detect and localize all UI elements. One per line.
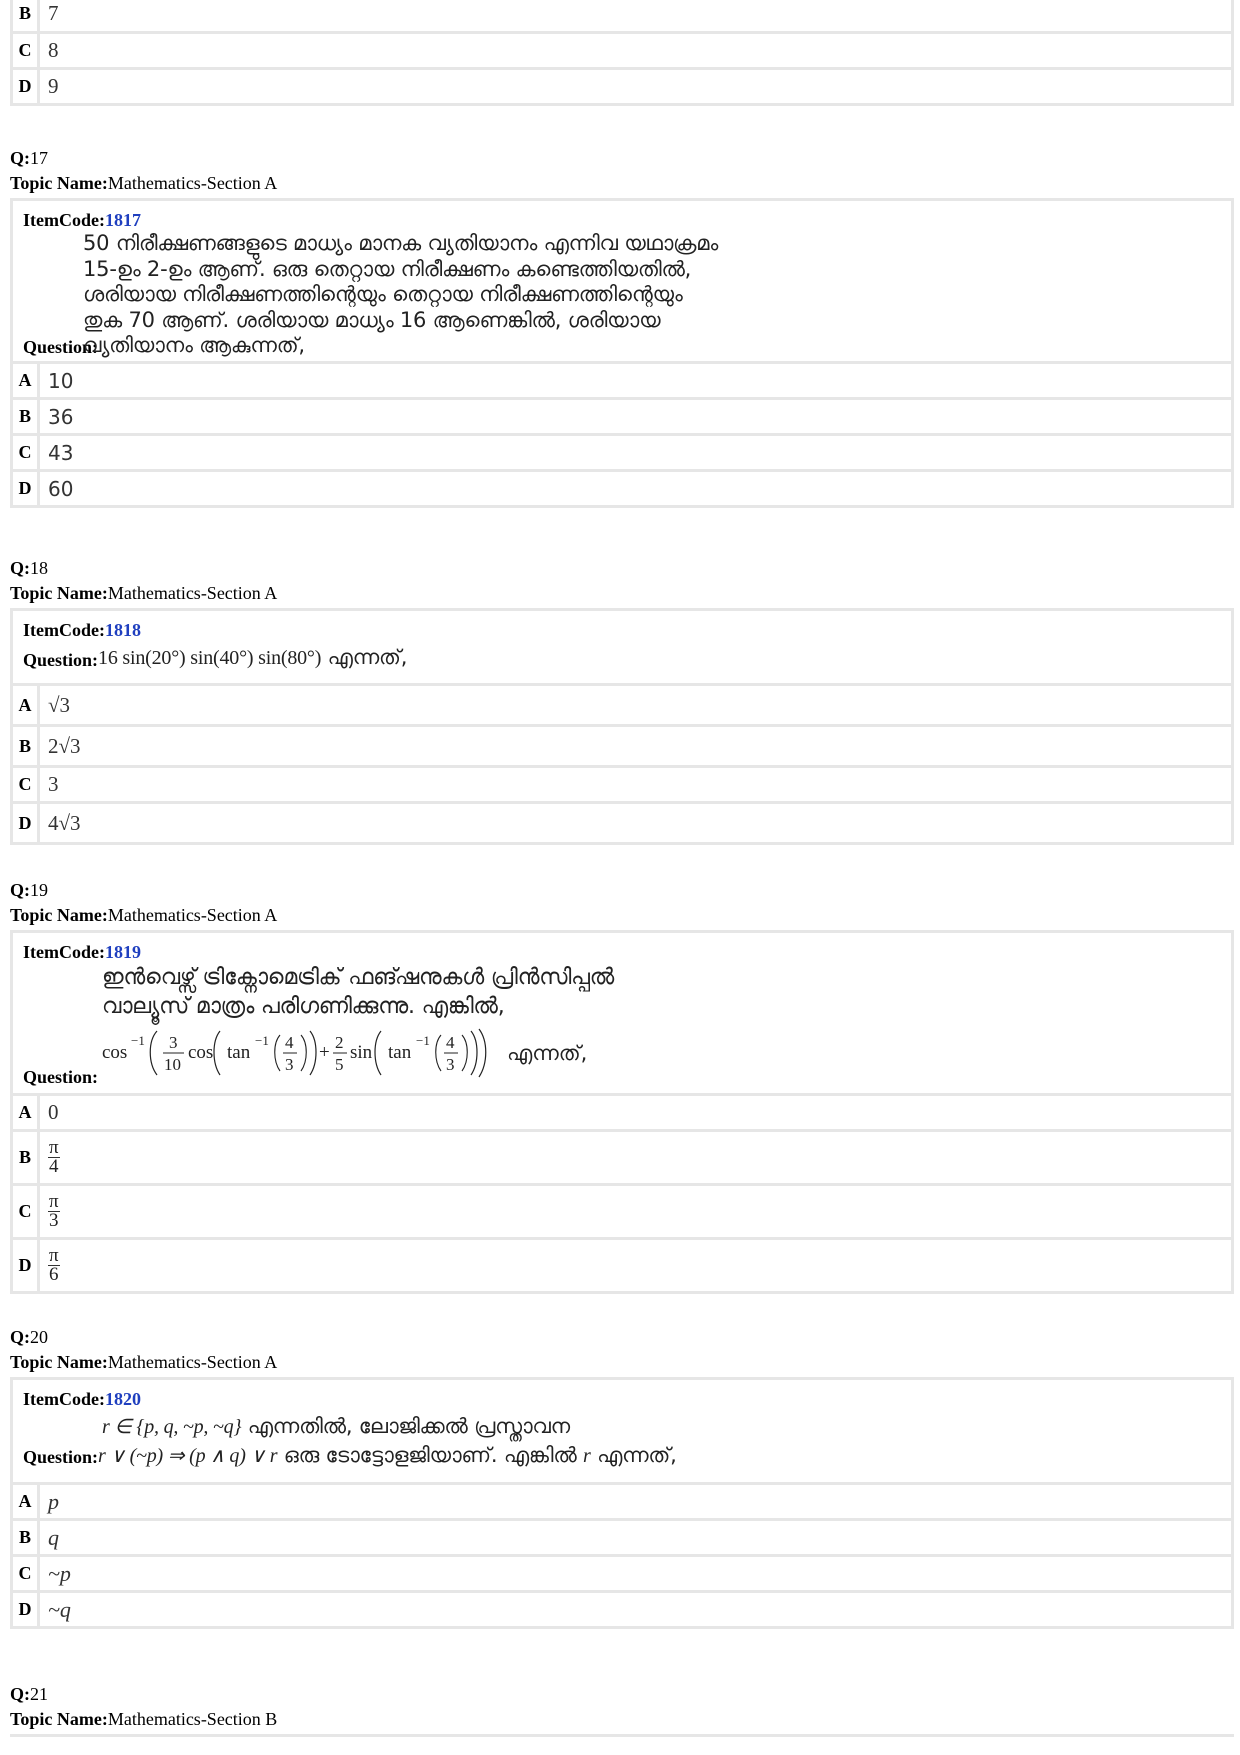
- option-row: [13, 70, 1231, 103]
- option-value: 8: [48, 38, 59, 62]
- option-value: $\frac{\pi}{3}$: [49, 1191, 59, 1231]
- question-box: [13, 1380, 1231, 1482]
- option-value: 3: [48, 772, 59, 796]
- question-box: [13, 201, 1231, 361]
- option-value: ~p: [48, 1560, 71, 1586]
- svg-text:3: 3: [285, 1055, 294, 1074]
- svg-text:cos: cos: [102, 1042, 128, 1063]
- question-box: [13, 611, 1231, 683]
- svg-text:3: 3: [446, 1055, 455, 1074]
- question-text-line1: r ∈ {p, q, ~p, ~q} എന്നതിൽ, ലോജിക്കൽ പ്രസ്താവന: [102, 1414, 570, 1438]
- question-number: Q:18: [10, 558, 48, 578]
- topic-name: Topic Name:Mathematics-Section A: [10, 1352, 278, 1372]
- item-code: ItemCode:1818: [23, 620, 141, 640]
- option-letter: D: [13, 70, 40, 103]
- option-value: 36: [48, 404, 74, 429]
- question-17: [10, 146, 1234, 508]
- option-value: 2√3: [48, 733, 81, 758]
- option-letter: C: [13, 1186, 40, 1237]
- option-row: [13, 1186, 1231, 1237]
- option-row: [13, 1593, 1231, 1626]
- question-card: [10, 608, 1234, 845]
- option-value: 9: [48, 74, 59, 98]
- svg-text:എന്നത്,: എന്നത്,: [507, 1041, 588, 1065]
- option-letter: C: [13, 1557, 40, 1590]
- svg-text:10: 10: [164, 1055, 182, 1074]
- option-row: [13, 1485, 1231, 1518]
- option-letter: B: [13, 727, 40, 765]
- inverse-trig-expression: [102, 1023, 632, 1079]
- item-code: ItemCode:1817: [23, 210, 141, 230]
- option-row: [13, 436, 1231, 469]
- svg-text:−1: −1: [131, 1033, 145, 1048]
- option-row: [13, 472, 1231, 505]
- option-row: [13, 768, 1231, 801]
- option-letter: D: [13, 472, 40, 505]
- question-card: [10, 198, 1234, 508]
- option-row: [13, 364, 1231, 397]
- question-label: Question:: [23, 336, 99, 357]
- option-row: [13, 34, 1231, 67]
- option-letter: B: [13, 1132, 40, 1183]
- option-letter: B: [13, 1521, 40, 1554]
- option-value: √3: [48, 692, 71, 717]
- topic-name: Topic Name:Mathematics-Section A: [10, 583, 278, 603]
- option-row: [13, 1096, 1231, 1129]
- question-18: [10, 556, 1234, 845]
- question-text-line2: r ∨ (~p) ⇒ (p ∧ q) ∨ r ഒരു ടോട്ടോളജിയാണ്. എങ്കിൽ r എന്നത്,: [98, 1442, 677, 1467]
- option-value: $\frac{\pi}{4}$: [49, 1137, 59, 1177]
- option-letter: C: [13, 768, 40, 801]
- option-value: 10: [48, 368, 74, 393]
- option-row: [13, 804, 1231, 842]
- svg-text:2: 2: [335, 1033, 344, 1052]
- question-number: Q:21: [10, 1684, 48, 1704]
- option-letter: B: [13, 0, 40, 31]
- option-row: [13, 1521, 1231, 1554]
- option-letter: A: [13, 1096, 40, 1129]
- svg-text:cos: cos: [188, 1042, 214, 1063]
- option-row: [13, 400, 1231, 433]
- question-number: Q:19: [10, 880, 48, 900]
- question-19: [10, 878, 1234, 1294]
- question-21: [10, 1682, 1234, 1737]
- option-value: p: [48, 1488, 59, 1514]
- option-row: [13, 727, 1231, 765]
- option-letter: D: [13, 1593, 40, 1626]
- question-label: Question:: [23, 1067, 99, 1087]
- svg-text:tan: tan: [388, 1042, 412, 1063]
- svg-text:+: +: [319, 1042, 330, 1063]
- question-text: ഇൻവെഴ്സ് ട്രിക്നോമെട്രിക് ഫങ്ഷനുകൾ പ്രിൻസിപ്പൽ വാല്യൂസ് മാത്രം പരിഗണിക്കുന്നു. എങ്കിൽ,: [102, 965, 615, 1019]
- topic-name: Topic Name:Mathematics-Section A: [10, 173, 278, 193]
- svg-text:3: 3: [169, 1033, 178, 1052]
- option-value: ~q: [48, 1596, 71, 1622]
- option-row: [13, 1132, 1231, 1183]
- svg-text:−1: −1: [416, 1033, 430, 1048]
- question-box: [13, 933, 1231, 1093]
- svg-text:tan: tan: [227, 1042, 251, 1063]
- formula: [102, 1023, 632, 1079]
- card-edge: [10, 1734, 1234, 1737]
- question-number: Q:17: [10, 148, 48, 168]
- question-label: Question:: [23, 1447, 99, 1467]
- option-value: $\frac{\pi}{6}$: [49, 1245, 59, 1285]
- option-row: [13, 0, 1231, 31]
- question-text: 16 sin(20°) sin(40°) sin(80°) എന്നത്,: [98, 645, 408, 669]
- option-value: 43: [48, 440, 74, 465]
- question-label: Question:: [23, 649, 99, 670]
- question-number: Q:20: [10, 1327, 48, 1347]
- option-row: [13, 1240, 1231, 1291]
- item-code: ItemCode:1820: [23, 1389, 141, 1409]
- option-value: 7: [48, 1, 59, 25]
- option-value: q: [48, 1524, 59, 1550]
- svg-text:sin: sin: [350, 1042, 373, 1063]
- option-row: [13, 1557, 1231, 1590]
- question-20: [10, 1325, 1234, 1629]
- option-value: 60: [48, 476, 74, 501]
- option-letter: D: [13, 1240, 40, 1291]
- option-letter: D: [13, 804, 40, 842]
- option-value: 0: [48, 1100, 59, 1124]
- option-value: 4√3: [48, 810, 81, 835]
- question-card: [10, 930, 1234, 1294]
- svg-text:4: 4: [446, 1033, 455, 1052]
- q16-options: [10, 0, 1234, 106]
- question-text: 50 നിരീക്ഷണങ്ങളുടെ മാധ്യം മാനക വ്യതിയാനം എന്നിവ യഥാക്രമം 15-ഉം 2-ഉം ആണ്. ഒരു തെറ്റായ നിരീക്ഷണം കണ്ടെത്തിയതിൽ, ശരിയായ നിരീക്ഷണത്തിന്റെയും തെറ്റായ നിരീക്ഷണത്തിന്റെയും തുക 70 ആണ്. ശരിയായ മാധ്യം 16 ആണെങ്കിൽ, ശരിയായ വ്യതിയാനം ആകുന്നത്,: [83, 231, 719, 357]
- svg-text:4: 4: [285, 1033, 294, 1052]
- option-letter: C: [13, 436, 40, 469]
- option-row: [13, 686, 1231, 724]
- option-letter: A: [13, 1485, 40, 1518]
- topic-name: Topic Name:Mathematics-Section B: [10, 1709, 278, 1729]
- option-letter: A: [13, 686, 40, 724]
- option-letter: C: [13, 34, 40, 67]
- item-code: ItemCode:1819: [23, 942, 141, 962]
- option-letter: A: [13, 364, 40, 397]
- topic-name: Topic Name:Mathematics-Section A: [10, 905, 278, 925]
- question-card: [10, 1377, 1234, 1629]
- svg-text:5: 5: [335, 1055, 344, 1074]
- svg-text:−1: −1: [255, 1033, 269, 1048]
- option-letter: B: [13, 400, 40, 433]
